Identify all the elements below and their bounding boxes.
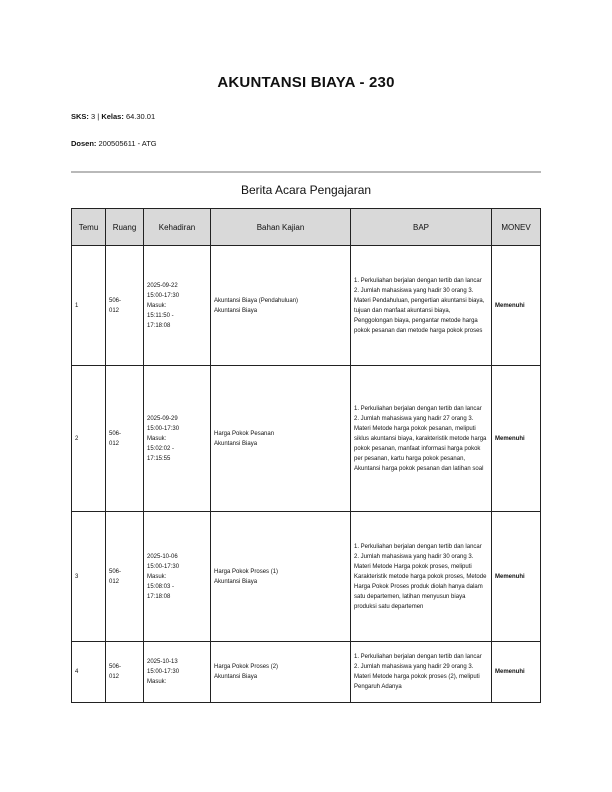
- dosen-label: Dosen:: [71, 139, 97, 148]
- kelas-label: Kelas:: [101, 112, 124, 121]
- course-title: AKUNTANSI BIAYA - 230: [217, 74, 395, 91]
- bahan-kajian-cell: Harga Pokok Pesanan Akuntansi Biaya: [211, 366, 351, 512]
- column-header-kehadiran: Kehadiran: [144, 209, 211, 246]
- section-title: Berita Acara Pengajaran: [240, 183, 372, 197]
- bahan-kajian-cell: Akuntansi Biaya (Pendahuluan) Akuntansi Biaya: [211, 246, 351, 366]
- column-header-ruang: Ruang: [106, 209, 144, 246]
- column-header-temu: Temu: [72, 209, 106, 246]
- column-header-bahan-kajian: Bahan Kajian: [211, 209, 351, 246]
- column-header-bap: BAP: [351, 209, 492, 246]
- ruang-cell: 506- 012: [106, 642, 144, 703]
- table-row: [72, 246, 541, 366]
- table-row: [72, 366, 541, 512]
- column-header-monev: MONEV: [492, 209, 541, 246]
- kehadiran-cell: 2025-09-22 15:00-17:30 Masuk: 15:11:50 - 17:18:08: [144, 246, 211, 366]
- separator: |: [97, 112, 100, 121]
- table-row: [72, 512, 541, 642]
- ruang-cell: 506- 012: [106, 366, 144, 512]
- ruang-cell: 506- 012: [106, 512, 144, 642]
- monev-cell: Memenuhi: [492, 642, 541, 703]
- teaching-report-table: [71, 208, 541, 703]
- bahan-kajian-cell: Harga Pokok Proses (2) Akuntansi Biaya: [211, 642, 351, 703]
- bap-cell: 1. Perkuliahan berjalan dengan tertib dan lancar 2. Jumlah mahasiswa yang hadir 29 orang 3. Materi Metode harga pokok proses (2), meliputi Pengaruh Adanya: [351, 642, 492, 703]
- temu-cell: 2: [72, 366, 106, 512]
- kehadiran-cell: 2025-10-06 15:00-17:30 Masuk: 15:08:03 - 17:18:08: [144, 512, 211, 642]
- dosen-value: 200505611 - ATG: [98, 139, 157, 148]
- monev-cell: Memenuhi: [492, 366, 541, 512]
- bahan-kajian-cell: Harga Pokok Proses (1) Akuntansi Biaya: [211, 512, 351, 642]
- table-header-row: [72, 209, 541, 246]
- monev-cell: Memenuhi: [492, 246, 541, 366]
- bap-cell: 1. Perkuliahan berjalan dengan tertib dan lancar 2. Jumlah mahasiswa yang hadir 27 orang 3. Materi Metode harga pokok pesanan, meliputi siklus akuntansi biaya, karakteristik metode harga pokok pesanan, manfaat informasi harga pokok per pesanan, kartu harga pokok pesanan, Akuntansi harga pokok pesanan dan latihan soal: [351, 366, 492, 512]
- bap-cell: 1. Perkuliahan berjalan dengan tertib dan lancar 2. Jumlah mahasiswa yang hadir 30 orang 3. Materi Pendahuluan, pengertian akuntansi biaya, tujuan dan manfaat akuntansi biaya, Penggolongan biaya, pengantar metode harga pokok pesanan dan metode harga pokok proses: [351, 246, 492, 366]
- temu-cell: 1: [72, 246, 106, 366]
- kelas-value: 64.30.01: [125, 112, 156, 121]
- table-row: [72, 642, 541, 703]
- temu-cell: 3: [72, 512, 106, 642]
- divider: [71, 171, 541, 173]
- ruang-cell: 506- 012: [106, 246, 144, 366]
- lecturer-line: [71, 139, 157, 148]
- monev-cell: Memenuhi: [492, 512, 541, 642]
- kehadiran-cell: 2025-10-13 15:00-17:30 Masuk:: [144, 642, 211, 703]
- course-info-line: [71, 112, 155, 121]
- bap-cell: 1. Perkuliahan berjalan dengan tertib dan lancar 2. Jumlah mahasiswa yang hadir 30 orang 3. Materi Metode Harga pokok proses, meliputi Karakteristik metode harga pokok proses, Metode Harga Pokok Proses produk diolah hanya dalam satu departemen, latihan menyusun biaya produksi satu departemen: [351, 512, 492, 642]
- sks-label: SKS:: [71, 112, 89, 121]
- temu-cell: 4: [72, 642, 106, 703]
- sks-value: 3: [91, 112, 96, 121]
- kehadiran-cell: 2025-09-29 15:00-17:30 Masuk: 15:02:02 - 17:15:55: [144, 366, 211, 512]
